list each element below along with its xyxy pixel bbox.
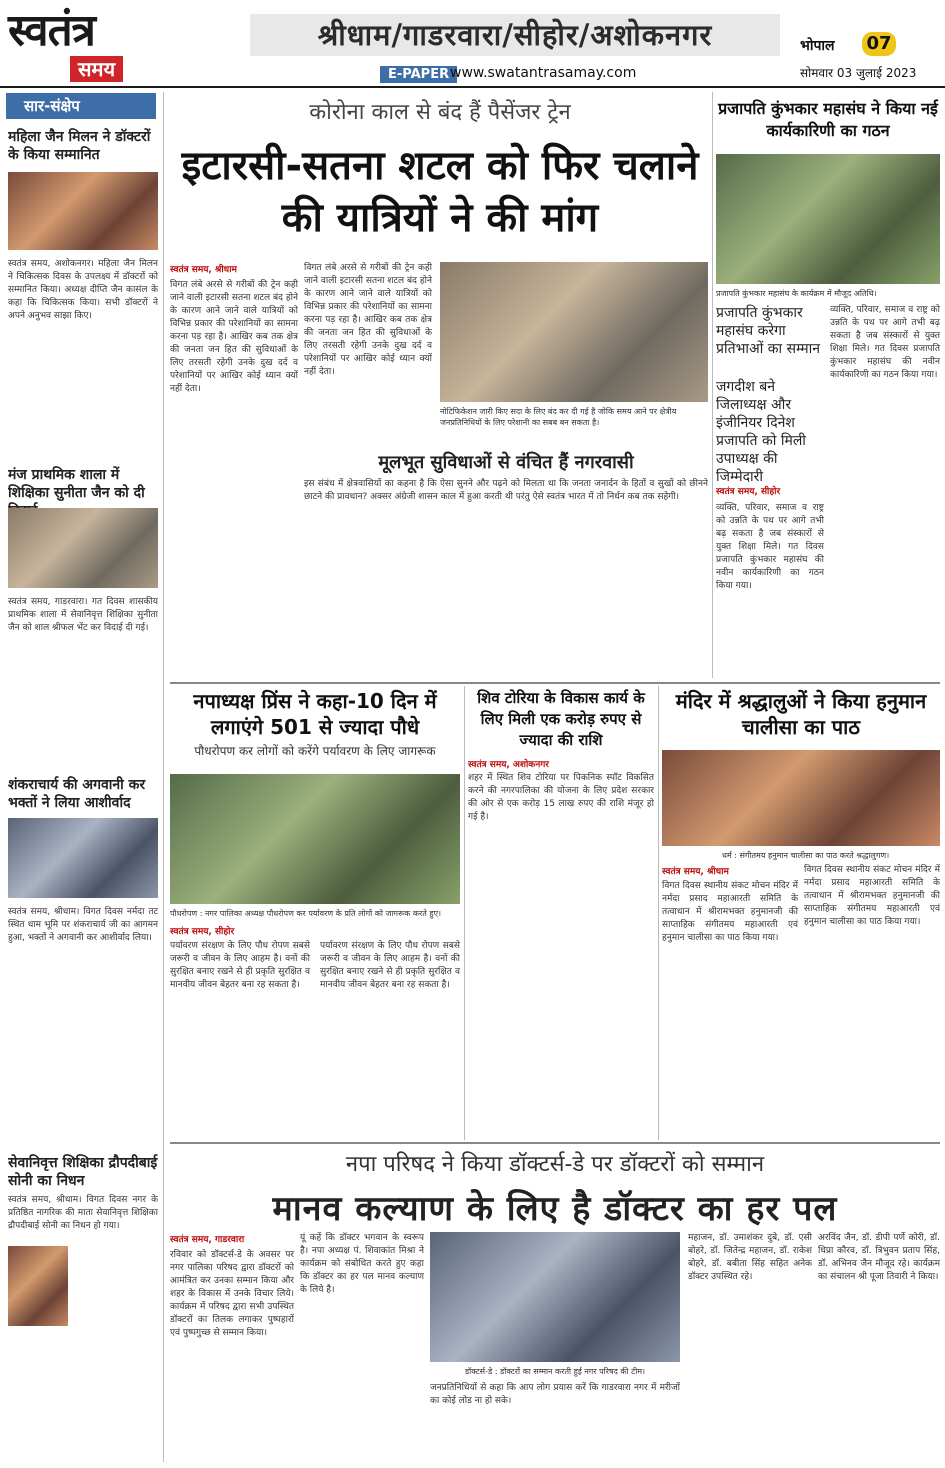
mid-right-photo-caption: धर्म : संगीतमय हनुमान चालीसा का पाठ करते श्रद्धालुगण। <box>722 851 890 860</box>
mid-left-story <box>170 688 460 1138</box>
bottom-column <box>430 1382 680 1462</box>
bottom-body: यूं कहें कि डॉक्टर भगवान के स्वरूप है। नपा अध्यक्ष पं. शिवाकांत मिश्रा ने कार्यक्रम को संबोधित करते हुए कहा कि डॉक्टर का हर पल मानव कल्याण के लिये है। <box>300 1233 424 1295</box>
mid-right-headline[interactable]: मंदिर में श्रद्धालुओं ने किया हनुमान चालीसा का पाठ <box>675 689 927 739</box>
mid-center-byline: स्वतंत्र समय, अशोकनगर <box>468 760 549 770</box>
lead-subhead: मूलभूत सुविधाओं से वंचित हैं नगरवासी <box>378 452 634 473</box>
section-divider <box>170 1142 940 1144</box>
section-divider <box>170 682 940 684</box>
right-top-headline[interactable]: प्रजापति कुंभकार महासंघ ने किया नई कार्यकारिणी का गठन <box>718 99 938 140</box>
story-body: स्वतंत्र समय, श्रीधाम। विगत दिवस नगर के प्रतिष्ठित नागरिक की माता सेवानिवृत्त शिक्षिका द्रौपदीबाई सोनी का निधन हो गया। <box>8 1195 158 1231</box>
train-photo <box>440 262 708 402</box>
mid-center-headline[interactable]: शिव टोरिया के विकास कार्य के लिए मिली एक करोड़ रुपए से ज्यादा की राशि <box>477 689 645 749</box>
story-body: स्वतंत्र समय, गाडरवारा। गत दिवस शासकीय प्राथमिक शाला में सेवानिवृत्त शिक्षिका सुनीता जैन को शाल श्रीफल भेंट कर विदाई दी गई। <box>8 597 158 633</box>
column-divider <box>163 92 164 1462</box>
masthead <box>0 0 945 88</box>
bottom-photo-caption: डॉक्टर्स-डे : डॉक्टरों का सम्मान करती हुई नगर परिषद की टीम। <box>464 1367 646 1376</box>
logo-text-top: स्वतंत्र <box>8 5 95 56</box>
sidebar-story <box>8 776 158 1146</box>
mid-left-photo-caption: पौधरोपण : नगर पालिका अध्यक्ष पौधरोपण कर पर्यावरण के प्रति लोगों को जागरूक करते हुए। <box>170 909 442 918</box>
column-divider <box>712 92 713 678</box>
lead-headline[interactable]: इटारसी-सतना शटल को फिर चलाने की यात्रियों ने की मांग <box>181 143 699 241</box>
lead-subsection <box>304 478 708 678</box>
publish-date: सोमवार 03 जुलाई 2023 <box>800 66 917 80</box>
city-name: भोपाल <box>800 38 835 54</box>
event-photo <box>716 154 940 284</box>
mid-right-body: विगत दिवस स्थानीय संकट मोचन मंदिर में नर्मदा प्रसाद महाआरती समिति के तत्वाधान में श्रीरामभक्त हनुमानजी की साप्ताहिक संगीतमय महाआरती एवं हनुमान चालीसा का पाठ किया गया। <box>662 881 798 943</box>
mid-left-body: पर्यावरण संरक्षण के लिए पौध रोपण सबसे जरूरी व जीवन के लिए आहम है। वनों की सुरक्षित बनाए रखने से ही प्रकृति सुरक्षित व मानवीय जीवन बेहतर बना रह सकता है। <box>170 941 310 990</box>
bottom-body: रविवार को डॉक्टर्स-डे के अवसर पर नगर पालिका परिषद द्वारा डॉक्टरों को आमंत्रित कर उनका सम्मान किया और शहर के विकास में उनके विचार लिये। कार्यक्रम में परिषद द्वारा सभी उपस्थित डॉक्टरों का तिलक लगाकर पुष्पहारों एवं पुष्पगुच्छ से सम्मान किया। <box>170 1250 294 1338</box>
pull-quote: प्रजापति कुंभकार महासंघ करेगा प्रतिभाओं का सम्मान <box>716 305 821 357</box>
lead-column <box>170 262 298 682</box>
bottom-body: जनप्रतिनिधियों से कहा कि आप लोग प्रयास करें कि गाडरवारा नगर में मरीजों का कोई लोड ना हो सके। <box>430 1383 680 1406</box>
pull-quote: जगदीश बने जिलाध्यक्ष और इंजीनियर दिनेश प्रजापति को मिली उपाध्यक्ष की जिम्मेदारी <box>716 379 806 485</box>
doctors-photo <box>430 1232 680 1362</box>
sidebar-story <box>8 1154 158 1454</box>
lead-body: विगत लंबे अरसे से गरीबों की ट्रेन कही जाने वाली इटारसी सतना शटल बंद होने के कारण आने जाने वाले यात्रियों को विभिन्न प्रकार की परेशानियों का सामना करना पड़ रहा है। आखिर कब तक क्षेत्र की जनता जन हित की सुविधाओं के लिए तरसती रहेगी उनके दुख दर्द व परेशानियों पर आखिर कोई ध्यान क्यों नहीं देता। <box>170 280 298 394</box>
bottom-body: महाजन, डॉ. उमाशंकर दुबे, डॉ. एसी बोहरे, डॉ. जितेन्द्र महाजन, डॉ. राकेश बोहरे, डॉ. बबीता सिंह सहित अनेक डॉक्टर उपस्थित रहे। <box>688 1233 812 1282</box>
story-title[interactable]: मंज प्राथमिक शाला में शिक्षिका सुनीता जैन को दी <box>8 467 145 501</box>
website-link[interactable]: www.swatantrasamay.com <box>450 65 637 81</box>
sidebar-story <box>8 466 158 766</box>
lead-photo-caption: नोटिफिकेशन जारी किए सदा के लिए बंद कर दी गई है जोकि समय आने पर क्षेत्रीय जनप्रतिनिधियों के लिए परेशानी का सबब बन सकता है। <box>440 407 677 427</box>
bottom-column <box>300 1232 424 1462</box>
page-number: 07 <box>862 32 896 56</box>
sidebar-section-label: सार-संक्षेप <box>6 93 156 119</box>
logo-text-bottom: समय <box>70 56 123 82</box>
epaper-label: E-PAPER <box>380 66 457 83</box>
story-photo <box>8 508 158 588</box>
lead-kicker: कोरोना काल से बंद हैं पैसेंजर ट्रेन <box>309 100 571 125</box>
edition-cities: श्रीधाम/गाडरवारा/सीहोर/अशोकनगर <box>250 14 780 56</box>
lead-column <box>304 262 432 442</box>
story-photo <box>8 818 158 898</box>
bottom-column <box>818 1232 940 1462</box>
bottom-column <box>170 1232 294 1462</box>
bottom-body: अरविंद जैन, डॉ. डीपी पर्णे कोरी, डॉ. धिप्रा कौरव, डॉ. त्रिभुवन प्रताप सिंह, डॉ. अभिनव जैन मौजूद रहे। कार्यक्रम का संचालन श्री पूजा तिवारी ने किया। <box>818 1233 940 1282</box>
bottom-byline: स्वतंत्र समय, गाडरवारा <box>170 1235 245 1245</box>
lead-byline: स्वतंत्र समय, श्रीधाम <box>170 265 237 275</box>
mid-center-body: शहर में स्थित शिव टोरिया पर पिकनिक स्पॉट विकसित करने की नगरपालिका की योजना के लिए प्रदेश सरकार की ओर से एक करोड़ 15 लाख रुपए की राशि मंजूर हो गई है। <box>468 773 654 822</box>
mid-left-body-continued: पर्यावरण संरक्षण के लिए पौध रोपण सबसे जरूरी व जीवन के लिए आहम है। वनों की सुरक्षित बनाए रखने से ही प्रकृति सुरक्षित व मानवीय जीवन बेहतर बना रह सकता है। <box>320 941 460 990</box>
temple-photo <box>662 750 940 846</box>
portrait-photo <box>8 1246 68 1326</box>
lead-body-continued: विगत लंबे अरसे से गरीबों की ट्रेन कही जाने वाली इटारसी सतना शटल बंद होने के कारण आने जाने वाले यात्रियों को विभिन्न प्रकार की परेशानियों का सामना करना पड़ रहा है। आखिर कब तक क्षेत्र की जनता जन हित की सुविधाओं के लिए तरसती रहेगी उनके दुख दर्द व परेशानियों पर आखिर कोई ध्यान क्यों नहीं देता। <box>304 263 432 377</box>
lead-subbody: इस संबंध में क्षेत्रवासियों का कहना है कि ऐसा सुनने और पढ़ने को मिलता था कि जनता जनार्दन के हितों व सुखों को छीनने छाटने की प्रावधान? अक्सर अंग्रेजी शासन काल में हुआ करती थी परंतु ऐसे स्वतंत्र भारत में तो निर्धन कब तक सहेगी। <box>304 479 708 502</box>
mid-center-story <box>468 688 654 1138</box>
mid-left-headline[interactable]: नपाध्यक्ष प्रिंस ने कहा-10 दिन में लगाएंगे 501 से ज्यादा पौधे <box>193 689 437 739</box>
sidebar-story <box>8 128 158 458</box>
bottom-column <box>688 1232 812 1462</box>
story-body: स्वतंत्र समय, अशोकनगर। महिला जैन मिलन ने चिकित्सक दिवस के उपलक्ष्य में डॉक्टरों को सम्मानित किया। अध्यक्ष दीप्ति जैन कासंल के कहा कि चिकित्सक किया। सभी डॉक्टरों ने अपने अनुभव साझा किए। <box>8 259 158 321</box>
mid-left-byline: स्वतंत्र समय, सीहोर <box>170 927 235 937</box>
mid-right-byline: स्वतंत्र समय, श्रीधाम <box>662 867 729 877</box>
column-divider <box>658 686 659 1140</box>
bottom-headline[interactable]: मानव कल्याण के लिए है डॉक्टर का हर पल <box>272 1189 838 1229</box>
story-body: स्वतंत्र समय, श्रीधाम। विगत दिवस नर्मदा तट स्थित धाम भूमि पर शंकराचार्य जी का आगमन हुआ, भक्तों ने अगवानी कर आशीर्वाद लिया। <box>8 907 158 943</box>
story-photo <box>8 172 158 250</box>
bottom-kicker: नपा परिषद ने किया डॉक्टर्स-डे पर डॉक्टरों को सम्मान <box>345 1152 765 1177</box>
story-title[interactable]: शंकराचार्य की अगवानी कर भक्तों ने लिया आशीर्वाद <box>8 777 146 811</box>
story-title[interactable]: सेवानिवृत्त शिक्षिका द्रौपदीबाई सोनी का निधन <box>8 1155 158 1189</box>
right-top-body: व्यक्ति, परिवार, समाज व राष्ट्र को उन्नति के पथ पर आगे तभी बढ़ सकता है जब संस्कारों से युक्त शिक्षा मिले। गत दिवस प्रजापति कुंभकार महासंघ की नवीन कार्यकारिणी का गठन किया गया। <box>716 503 824 591</box>
right-top-byline: स्वतंत्र समय, सीहोर <box>716 487 781 497</box>
right-top-story <box>716 98 940 678</box>
story-title[interactable]: महिला जैन मिलन ने डॉक्टरों के किया सम्मानित <box>8 129 151 163</box>
right-top-photo-caption: प्रजापति कुंभकार महासंघ के कार्यक्रम में मौजूद अतिथि। <box>716 289 877 298</box>
column-divider <box>464 686 465 1140</box>
plantation-photo <box>170 774 460 904</box>
mid-left-subline: पौधरोपण कर लोगों को करेंगे पर्यावरण के लिए जागरूक <box>194 744 436 758</box>
mid-right-body-continued: विगत दिवस स्थानीय संकट मोचन मंदिर में नर्मदा प्रसाद महाआरती समिति के तत्वाधान में श्रीरामभक्त हनुमानजी की साप्ताहिक संगीतमय महाआरती एवं हनुमान चालीसा का पाठ किया गया। <box>804 865 940 927</box>
right-top-body-continued: व्यक्ति, परिवार, समाज व राष्ट्र को उन्नति के पथ पर आगे तभी बढ़ सकता है जब संस्कारों से युक्त शिक्षा मिले। गत दिवस प्रजापति कुंभकार महासंघ की नवीन कार्यकारिणी का गठन किया गया। <box>830 305 940 380</box>
mid-right-story <box>662 688 940 1138</box>
newspaper-logo[interactable] <box>8 6 158 84</box>
